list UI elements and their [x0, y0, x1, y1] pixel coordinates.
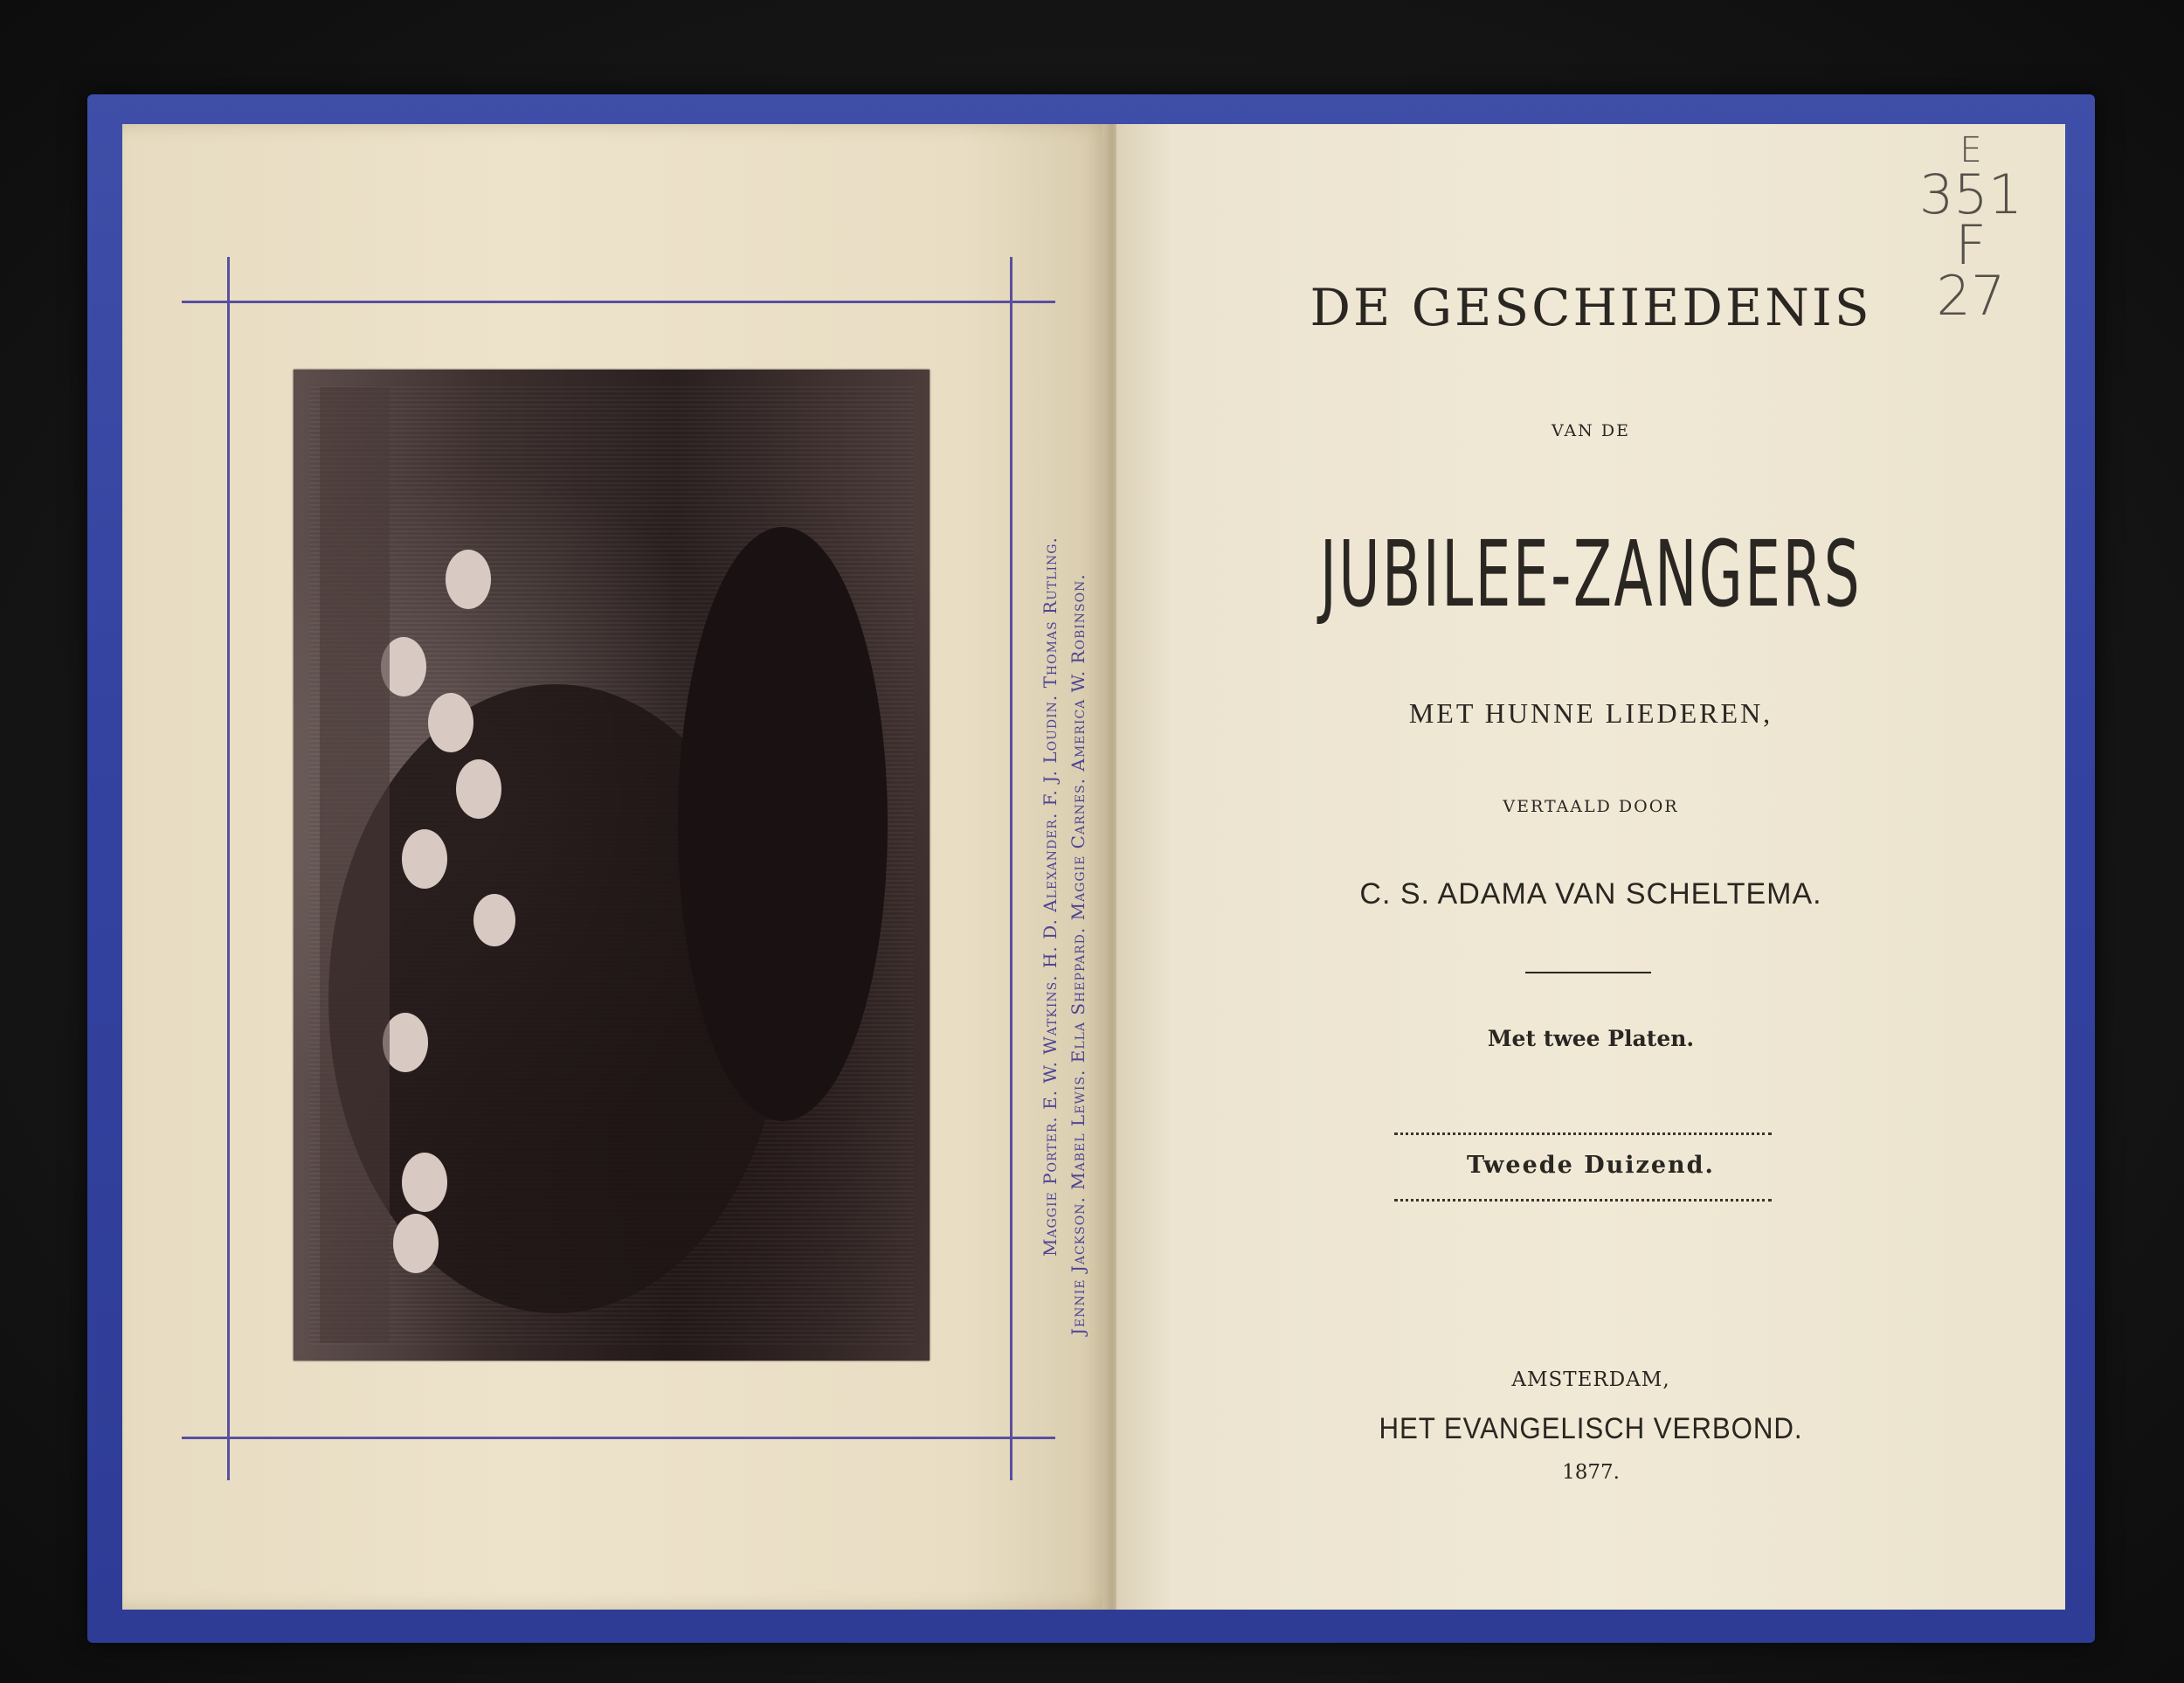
shelfmark-line-1: E [1959, 130, 1982, 170]
frame-left-rule [227, 257, 230, 1480]
publisher-name: HET EVANGELISCH VERBOND. [1379, 1412, 1803, 1445]
separator-rule [1525, 972, 1651, 973]
handwritten-shelfmark [1918, 130, 2023, 328]
dotted-rule-bottom [1394, 1199, 1772, 1202]
group-photograph [294, 370, 930, 1361]
publisher-city: AMSTERDAM, [1511, 1368, 1670, 1391]
publication-year: 1877. [1562, 1461, 1620, 1484]
title-line-1: DE GESCHIEDENIS [1310, 278, 1872, 337]
title-line-2: VAN DE [1552, 421, 1630, 440]
subtitle: MET HUNNE LIEDEREN, [1408, 697, 1773, 729]
photo-caption-line-2: Jennie Jackson. Mabel Lewis. Ella Sheppard. Maggie Carnes. America W. Robinson. [1068, 573, 1089, 1335]
edition-note: Tweede Duizend. [1467, 1152, 1715, 1179]
translator-name: C. S. ADAMA VAN SCHELTEMA. [1359, 877, 1822, 911]
translated-by: VERTAALD DOOR [1503, 797, 1679, 816]
photo-figures-illustration [294, 370, 930, 1361]
frame-bottom-rule [182, 1437, 1055, 1439]
main-title: JUBILEE-ZANGERS [1319, 521, 1863, 627]
photo-caption-line-1: Maggie Porter. E. W. Watkins. H. D. Alexander. F. J. Loudin. Thomas Rutling. [1040, 537, 1061, 1257]
plates-note: Met twee Platen. [1487, 1026, 1695, 1051]
shelfmark-line-3: F [1955, 213, 1987, 277]
frame-top-rule [182, 301, 1055, 303]
shelfmark-line-2: 351 [1918, 163, 2023, 226]
dotted-rule-top [1394, 1132, 1772, 1135]
frame-right-rule [1010, 257, 1013, 1480]
shelfmark-line-4: 27 [1936, 264, 2006, 328]
